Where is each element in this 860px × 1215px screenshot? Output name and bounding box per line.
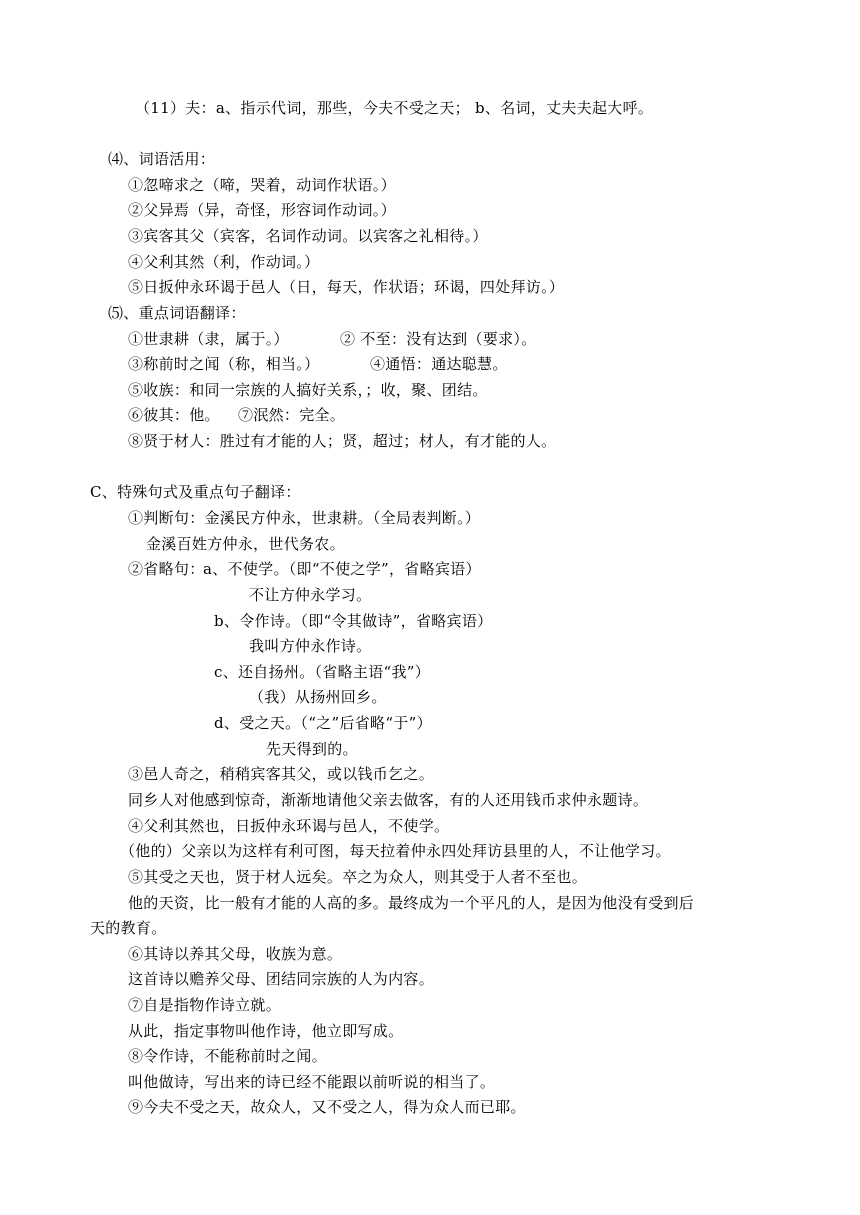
- sentence-4-translation: （他的）父亲以为这样有利可图，每天拉着仲永四处拜访县里的人，不让他学习。: [120, 842, 671, 860]
- sentence-8: ⑧令作诗，不能称前时之闻。: [128, 1047, 327, 1065]
- sentence-2d-translation: 先天得到的。: [266, 740, 358, 758]
- sentence-3-translation: 同乡人对他感到惊奇，渐渐地请他父亲去做客，有的人还用钱币求仲永题诗。: [128, 791, 649, 809]
- translation-row-4b: ⑦泯然：完全。: [238, 406, 346, 424]
- usage-heading: ⑷、词语活用：: [108, 150, 216, 168]
- sentence-8-translation: 叫他做诗，写出来的诗已经不能跟以前听说的相当了。: [128, 1073, 496, 1091]
- sentence-2b: b、令作诗。（即“令其做诗”，省略宾语）: [214, 612, 493, 630]
- usage-item-5: ⑤日扳仲永环谒于邑人（日，每天，作状语；环谒，四处拜访。）: [128, 278, 565, 296]
- sentence-9: ⑨今夫不受之天，故众人，又不受之人，得为众人而已耶。: [128, 1098, 526, 1116]
- sentence-5-translation-line2: 天的教育。: [90, 919, 167, 937]
- usage-item-4: ④父利其然（利，作动词。）: [128, 253, 320, 271]
- sentence-2-label: ②省略句：: [128, 560, 205, 578]
- sentence-2b-translation: 我叫方仲永作诗。: [249, 637, 372, 655]
- section-c-heading: C、特殊句式及重点句子翻译：: [90, 483, 301, 501]
- sentence-5: ⑤其受之天也，贤于材人远矣。卒之为众人，则其受于人者不至也。: [128, 868, 588, 886]
- translation-row-2a: ③称前时之闻（称，相当。）: [128, 355, 320, 373]
- sentence-1: ①判断句：金溪民方仲永，世隶耕。（全局表判断。）: [128, 509, 481, 527]
- translation-row-1a: ①世隶耕（隶，属于。）: [128, 330, 289, 348]
- sentence-3: ③邑人奇之，稍稍宾客其父，或以钱币乞之。: [128, 765, 435, 783]
- translation-row-3a: ⑤收族：和同一宗族的人搞好关系，；收，聚、团结。: [128, 381, 488, 399]
- usage-item-3: ③宾客其父（宾客，名词作动词。以宾客之礼相待。）: [128, 227, 488, 245]
- item-11-fu: （11）夫：a、指示代词，那些，今夫不受之天； b、名词，丈夫夫起大呼。: [135, 99, 654, 117]
- sentence-7: ⑦自是指物作诗立就。: [128, 996, 282, 1014]
- sentence-2c: c、还自扬州。（省略主语“我”）: [214, 663, 431, 681]
- translation-row-2b: ④通悟：通达聪慧。: [370, 355, 508, 373]
- translation-row-5a: ⑧贤于材人：胜过有才能的人；贤，超过；材人，有才能的人。: [128, 432, 557, 450]
- sentence-6-translation: 这首诗以赡养父母、团结同宗族的人为内容。: [128, 970, 435, 988]
- sentence-2c-translation: （我）从扬州回乡。: [249, 688, 387, 706]
- translation-row-4a: ⑥彼其：他。: [128, 406, 220, 424]
- sentence-7-translation: 从此，指定事物叫他作诗，他立即写成。: [128, 1022, 404, 1040]
- sentence-2a-translation: 不让方仲永学习。: [249, 586, 372, 604]
- sentence-4: ④父利其然也，日扳仲永环谒与邑人，不使学。: [128, 817, 450, 835]
- sentence-5-translation-line1: 他的天资，比一般有才能的人高的多。最终成为一个平凡的人，是因为他没有受到后: [128, 894, 695, 912]
- translation-heading: ⑸、重点词语翻译：: [108, 304, 246, 322]
- sentence-1-translation: 金溪百姓方仲永，世代务农。: [146, 535, 345, 553]
- usage-item-2: ②父异焉（异，奇怪，形容词作动词。）: [128, 201, 396, 219]
- sentence-2d: d、受之天。（“之”后省略“于”）: [214, 714, 432, 732]
- usage-item-1: ①忽啼求之（啼，哭着，动词作状语。）: [128, 176, 396, 194]
- translation-row-1b: ② 不至：没有达到（要求）。: [340, 330, 537, 348]
- sentence-2a: a、不使学。（即“不使之学”，省略宾语）: [203, 560, 481, 578]
- sentence-6: ⑥其诗以养其父母，收族为意。: [128, 945, 343, 963]
